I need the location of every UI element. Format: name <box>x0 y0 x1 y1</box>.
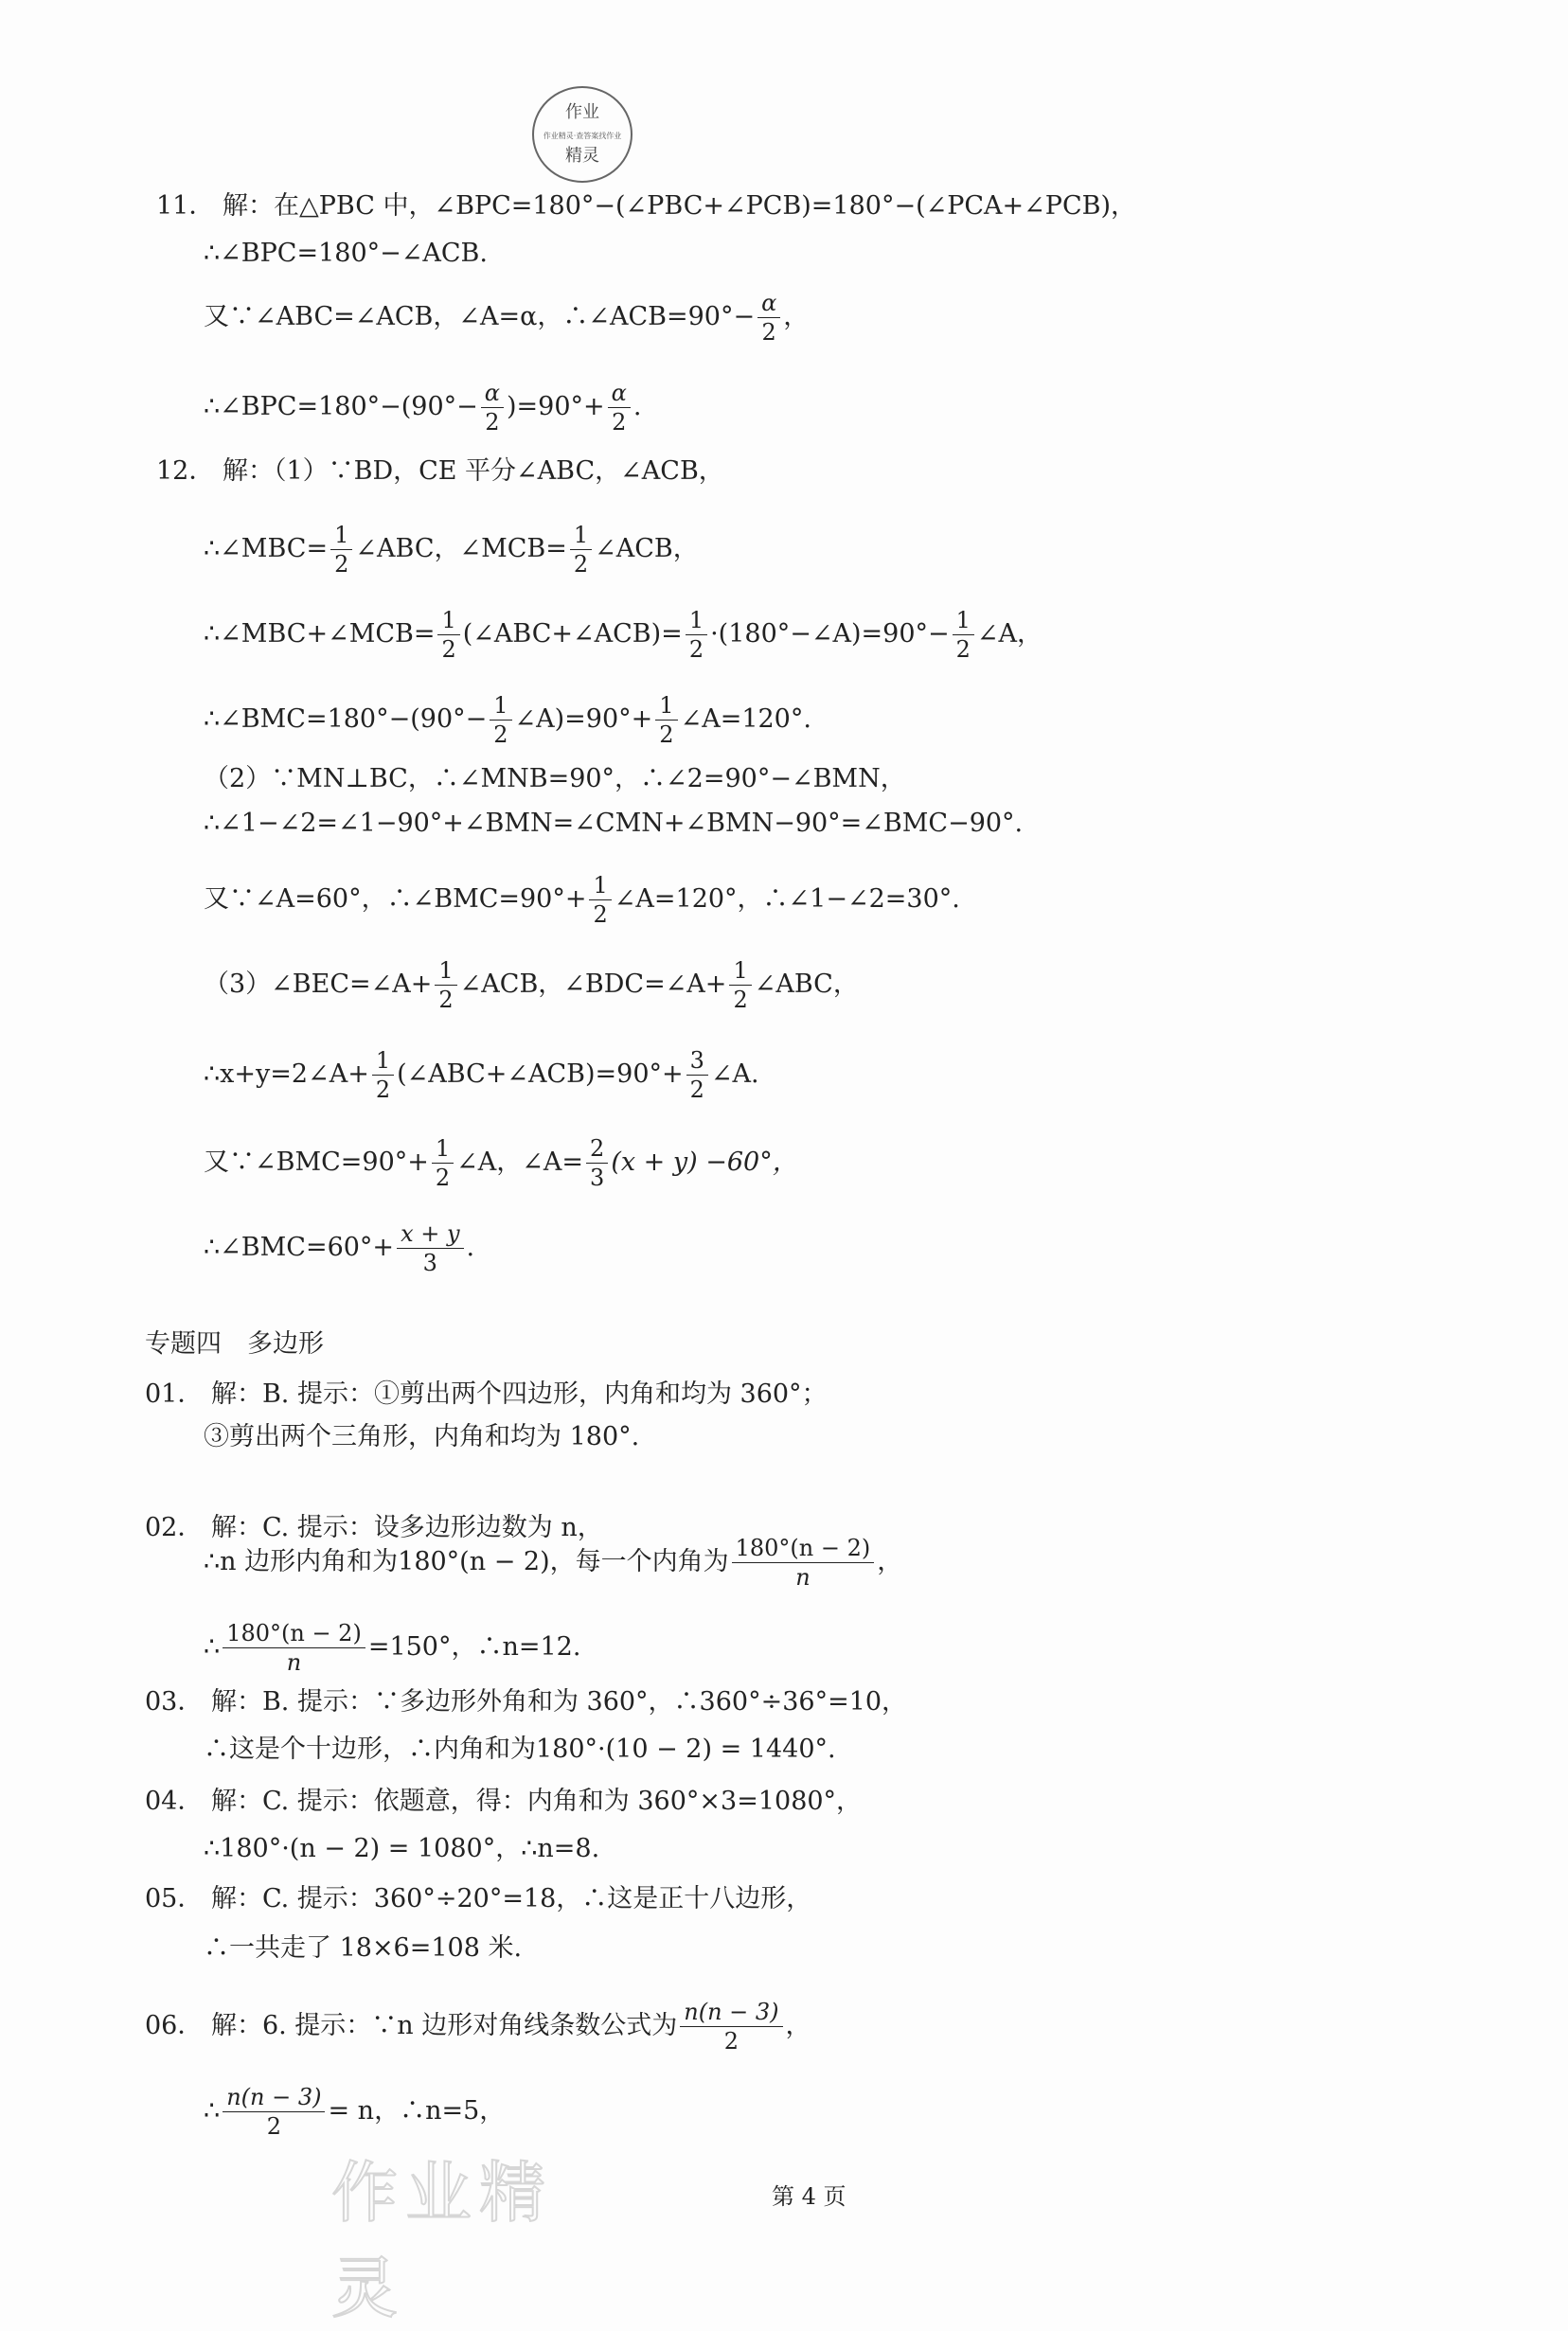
q02-line3: ∴ $\frac{180^\circ(n - 2)}{n}$ =150°，∴n=12. <box>204 1620 581 1676</box>
q12-line11: ∴∠BMC=60°+ $\frac{x + y}{3}$ . <box>204 1220 475 1276</box>
q06-line2: ∴ $\frac{n(n - 3)}{2}$ = n，∴n=5， <box>204 2084 506 2140</box>
q12-line6: ∴∠1−∠2=∠1−90°+∠BMN=∠CMN+∠BMN−90°=∠BMC−90°. <box>204 809 1024 838</box>
stamp-logo <box>526 78 639 191</box>
q06-line1: 06． 解：6. 提示：∵n 边形对角线条数公式为 $\frac{n(n - 3)}{2}$ ， <box>145 1999 811 2055</box>
q12-line5: （2）∵MN⊥BC，∴∠MNB=90°，∴∠2=90°−∠BMN， <box>204 764 906 793</box>
q01-line2: ③剪出两个三角形，内角和均为 180°. <box>204 1422 640 1451</box>
q03-line2: ∴这是个十边形，∴内角和为180°·(10 − 2) = 1440°. <box>204 1735 836 1764</box>
q11-line2: ∴∠BPC=180°−∠ACB. <box>204 239 488 268</box>
q12-line2: ∴∠MBC= $\frac{1}{2}$ ∠ABC，∠MCB= $\frac{1}{2}$ ∠ACB， <box>204 522 699 578</box>
q12-line10: 又∵∠BMC=90°+ $\frac{1}{2}$ ∠A，∠A= $\frac{2}{3}$ (x + y) −60°， <box>204 1135 798 1191</box>
q11-line1: 11． 解：在△PBC 中，∠BPC=180°−(∠PBC+∠PCB)=180°−(∠PCA+∠PCB)， <box>156 191 1137 221</box>
q12-line4: ∴∠BMC=180°−(90°− $\frac{1}{2}$ ∠A)=90°+ $\frac{1}{2}$ ∠A=120°. <box>204 692 811 748</box>
q11-line3: 又∵∠ABC=∠ACB，∠A=α，∴∠ACB=90°− $\frac{\alpha}{2}$ ， <box>204 290 810 346</box>
q12-line8: （3）∠BEC=∠A+ $\frac{1}{2}$ ∠ACB，∠BDC=∠A+ $\frac{1}{2}$ ∠ABC， <box>204 957 859 1013</box>
q12-line7: 又∵∠A=60°，∴∠BMC=90°+ $\frac{1}{2}$ ∠A=120°，∴∠1−∠2=30°. <box>204 872 960 928</box>
q04-line1: 04． 解：C. 提示：依题意，得：内角和为 360°×3=1080°， <box>145 1787 863 1816</box>
q03-line1: 03． 解：B. 提示：∵多边形外角和为 360°，∴360°÷36°=10， <box>145 1687 908 1717</box>
q12-line9: ∴x+y=2∠A+ $\frac{1}{2}$ (∠ABC+∠ACB)=90°+ $\frac{3}{2}$ ∠A. <box>204 1047 759 1103</box>
section-title: 专题四 多边形 <box>145 1329 324 1359</box>
q04-line2: ∴180°·(n − 2) = 1080°，∴n=8. <box>204 1834 600 1863</box>
q11-line4: ∴∠BPC=180°−(90°− $\frac{\alpha}{2}$ )=90°+ $\frac{\alpha}{2}$ . <box>204 380 642 436</box>
frac-alpha-over-2: $\frac{\alpha}{2}$ <box>757 289 780 347</box>
watermark-logo: 作业精灵 <box>331 2154 553 2327</box>
q02-line1: 02． 解：C. 提示：设多边形边数为 n， <box>145 1513 603 1542</box>
q01-line1: 01． 解：B. 提示：①剪出两个四边形，内角和均为 360°； <box>145 1379 828 1409</box>
svg-text:精灵: 精灵 <box>565 146 599 166</box>
q05-line2: ∴一共走了 18×6=108 米. <box>204 1933 523 1963</box>
page-number: 第 4 页 <box>772 2183 846 2210</box>
svg-text:作业精灵·查答案找作业: 作业精灵·查答案找作业 <box>543 132 622 140</box>
q02-line2: ∴n 边形内角和为180°(n − 2)，每一个内角为 $\frac{180^\circ(n - 2)}{n}$ ， <box>204 1535 903 1591</box>
q05-line1: 05． 解：C. 提示：360°÷20°=18，∴这是正十八边形， <box>145 1884 812 1913</box>
q12-line3: ∴∠MBC+∠MCB= $\frac{1}{2}$ (∠ABC+∠ACB)= $\frac{1}{2}$ ·(180°−∠A)=90°− $\frac{1}{2}$ ∠A， <box>204 607 1043 663</box>
q12-line1: 12． 解：（1）∵BD，CE 平分∠ABC，∠ACB， <box>156 456 724 486</box>
svg-text:作业: 作业 <box>565 102 599 122</box>
